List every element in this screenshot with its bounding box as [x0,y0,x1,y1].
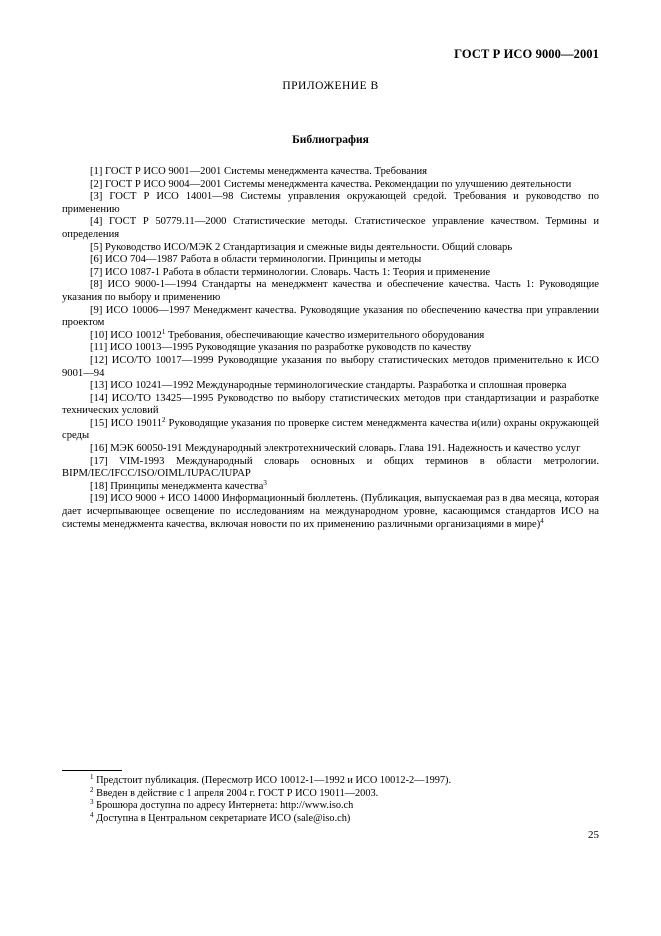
reference-item: [9] ИСО 10006—1997 Менеджмент качества. Руководящие указания по обеспечению качества при управлении проектом [62,304,599,329]
reference-item: [12] ИСО/ТО 10017—1999 Руководящие указания по выбору статистических методов применительно к ИСО 9001—94 [62,354,599,379]
footnote-marker: 3 [90,798,94,807]
reference-item: [6] ИСО 704—1987 Работа в области терминологии. Принципы и методы [90,254,422,266]
footnote-marker: 2 [90,785,94,794]
reference-item: [11] ИСО 10013—1995 Руководящие указания по разработке руководств по качеству [90,342,472,354]
reference-item: [1] ГОСТ Р ИСО 9001—2001 Системы менеджмента качества. Требования [90,166,428,177]
reference-item: [13] ИСО 10241—1992 Международные терминологические стандарты. Разработка и сплошная проверка [90,380,567,392]
bibliography-title: Библиография [292,134,369,146]
reference-item [62,327,599,343]
footnote-text: Предстоит публикация. (Пересмотр ИСО 10012-1—1992 и ИСО 10012-2—1997). [93,775,452,786]
reference-item: [7] ИСО 1087-1 Работа в области терминологии. Словарь. Часть 1: Теория и применение [90,266,491,278]
reference-text: Руководящие указания по проверке систем менеджмента качества и(или) охраны окружающей среды [62,417,599,442]
footnote-marker: 1 [90,773,94,781]
footnotes [62,775,599,825]
footnote-marker: 1 [161,327,166,336]
reference-item: [14] ИСО/ТО 13425—1995 Руководство по выбору статистических методов при стандартизации и разработке технических условий [62,392,599,417]
document-header: ГОСТ Р ИСО 9000—2001 [454,47,599,61]
footnote-text: Брошюра доступна по адресу Интернета: http://www.iso.ch [93,800,354,812]
footnote-item [62,785,599,801]
footnote-marker: 3 [263,478,267,487]
footnote-marker: 4 [90,810,94,819]
reference-text: [18] Принципы менеджмента качества [90,480,264,492]
footnote-text: Введен в действие с 1 апреля 2004 г. ГОСТ Р ИСО 19011—2003. [93,787,379,799]
footnote-marker: 2 [162,415,166,424]
bibliography-list [62,166,599,531]
reference-item [62,415,599,443]
footnote-text: Доступна в Центральном секретариате ИСО (sale@iso.ch) [93,812,351,824]
footnote-separator [62,770,122,771]
footnote-item [62,810,599,826]
reference-item: [2] ГОСТ Р ИСО 9004—2001 Системы менеджмента качества. Рекомендации по улучшению деятельности [90,178,572,190]
appendix-title: ПРИЛОЖЕНИЕ В [282,80,379,92]
footnote-marker: 4 [540,516,544,525]
footnote-item [62,800,599,813]
reference-text: [15] ИСО 19011 [90,417,163,429]
reference-item: [4] ГОСТ Р 50779.11—2000 Статистические методы. Статистическое управление качеством. Термины и определения [62,216,599,240]
reference-text: Требования, обеспечивающие качество измерительного оборудования [165,329,485,341]
page-number: 25 [588,829,599,841]
reference-text: [19] ИСО 9000 + ИСО 14000 Информационный бюллетень. (Публикация, выпускаемая раз в два месяца, которая дает исчерпывающее освещение по исследованиям на международном уровне, касающимся стандартов ИСО на системы менеджмента качества, включая новости по их применению различными организациями в мире) [62,493,599,530]
reference-item: [17] VIM-1993 Международный словарь основных и общих терминов в области метрологии. BIPM/IEC/IFCC/ISO/OIML/IUPAC/IUPAP [62,455,599,480]
reference-text: [10] ИСО 10012 [90,329,162,341]
reference-item: [8] ИСО 9000-1—1994 Стандарты на менеджмент качества и обеспечение качества. Часть 1: Руководящие указания по выбору и применению [62,279,599,303]
footnote-item [62,775,599,788]
reference-item: [5] Руководство ИСО/МЭК 2 Стандартизация и смежные виды деятельности. Общий словарь [90,241,513,253]
reference-item [62,493,599,531]
reference-item [62,478,599,494]
reference-item: [3] ГОСТ Р ИСО 14001—98 Системы управления окружающей средой. Требования и руководство по применению [62,191,599,215]
reference-item: [16] МЭК 60050-191 Международный электротехнический словарь. Глава 191. Надежность и качество услуг [90,443,581,455]
